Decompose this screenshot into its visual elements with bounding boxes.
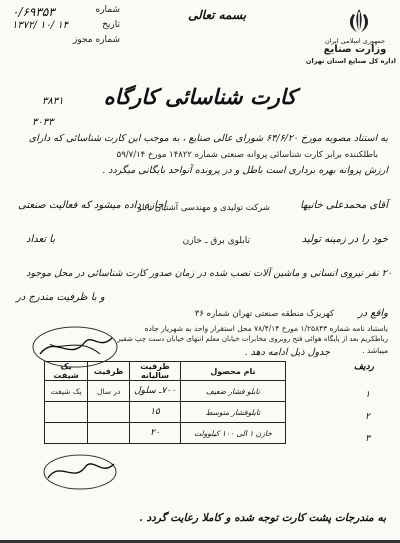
signature-stamp-bottom (40, 452, 120, 492)
date-value: ۱۳۷۲/ ۱۰/ ۱۴ (12, 20, 69, 31)
change-line: میباشد . (362, 346, 388, 355)
column-header-annual: ظرفیت سالیانه (130, 362, 181, 381)
footer-note: به مندرجات پشت کارت توجه شده و کاملا رعایت گردد . (139, 512, 386, 524)
date-label: تاریخ (102, 20, 120, 30)
number-value: ۰/۶۹۳۵۳ (12, 5, 55, 19)
ministry-name: وزارت صنایع (323, 44, 387, 55)
location-label: واقع در (357, 308, 388, 319)
table-row (45, 402, 286, 423)
quantity-cell: ۷۰۰ـ سلول (130, 381, 181, 402)
product-value: تابلوی برق ـ خازن (182, 236, 250, 246)
government-name: جمهوری اسلامی ایران (324, 37, 386, 45)
column-header-product: نام محصول (180, 362, 285, 381)
document-title: کارت شناسائی کارگاه (103, 84, 297, 109)
row-header-label: ردیف (353, 362, 374, 372)
document-meta (10, 5, 120, 53)
continue-line: جدول ذیل ادامه دهد . (244, 347, 330, 358)
basmala: بسمه تعالی (188, 8, 247, 22)
shift-cell: یک شیفت (45, 381, 88, 402)
table-row (45, 423, 286, 444)
row-number: ۳ (365, 434, 370, 444)
number-label: شماره (95, 5, 120, 15)
department-name: اداره کل صنایع استان تهران (305, 57, 396, 65)
road-line: رباطکریم بعد از پایگاه هوائی فتح روبروی مخابرات خیابان معلم انتهای خیابان دست چپ شقیر (117, 335, 388, 343)
owner-name: آقای محمدعلی خانیها (300, 200, 388, 211)
permit-label: اجازه داده میشود که فعالیت صنعتی (18, 200, 167, 211)
body-line-3: ارزش پروانه بهره برداری است باطل و در پرونده آنواحد بایگانی میگردد . (102, 165, 388, 176)
unit-cell (88, 402, 130, 423)
shift-cell (45, 423, 88, 444)
reference-number-a: ۳۸۳۱ (42, 96, 64, 107)
capacity-table (44, 361, 286, 444)
product-label: خود را در زمینه تولید (301, 234, 388, 245)
row-number: ۱ (365, 390, 370, 400)
attachment-label: شماره مجوز (72, 35, 120, 45)
shift-cell (45, 402, 88, 423)
table-row (45, 381, 286, 402)
product-cell: تابلوفشار متوسط (180, 402, 285, 423)
capacity-line: و با ظرفیت مندرج در (16, 292, 105, 303)
quantity-cell: ۱۵ (130, 402, 181, 423)
column-header-capacity: ظرفیت (88, 362, 130, 381)
reference-number-b: ۳۰۳۳ (32, 117, 54, 128)
unit-cell: در سال (88, 381, 130, 402)
signature-stamp-top (30, 324, 120, 370)
unit-cell (88, 423, 130, 444)
column-header-shift: یک شیفت (45, 362, 88, 381)
quantity-cell: ۲۰ (130, 423, 181, 444)
company-name: شرکت تولیدی و مهندسی آشتیان تابلو (137, 203, 270, 213)
row-number: ۲ (365, 412, 370, 422)
product-cell: خازن ۱ الی ۱۰۰ کیلوولت (180, 423, 285, 444)
body-line-2: باطلکننده برابر کارت شناسائی پروانه صنعتی شماره ۱۴۸۲۲ مورخ ۵۹/۷/۱۴ (116, 150, 378, 160)
staff-line: ۲۰ نفر نیروی انسانی و ماشین آلات نصب شده در زمان صدور کارت شناسائی در محل موجود (26, 268, 392, 279)
location-value: کهریزک منطقه صنعتی تهران شماره ۳۶ (194, 309, 334, 319)
body-line-1: به استناد مصوبه مورخ ۶۴/۶/۲۰ شورای عالی صنایع ، به موجب این کارت شناسائی که دارای (28, 133, 388, 144)
permit-reference: باستناد نامه شماره ۱/۲۵۸۴۳ مورخ ۷۸/۴/۱۴ محل استقرار واحد به شهریار جاده (144, 324, 388, 333)
iran-emblem-icon (344, 6, 374, 36)
product-cell: تابلو فشار ضعیف (180, 381, 285, 402)
capacity-label: با تعداد (26, 234, 56, 245)
